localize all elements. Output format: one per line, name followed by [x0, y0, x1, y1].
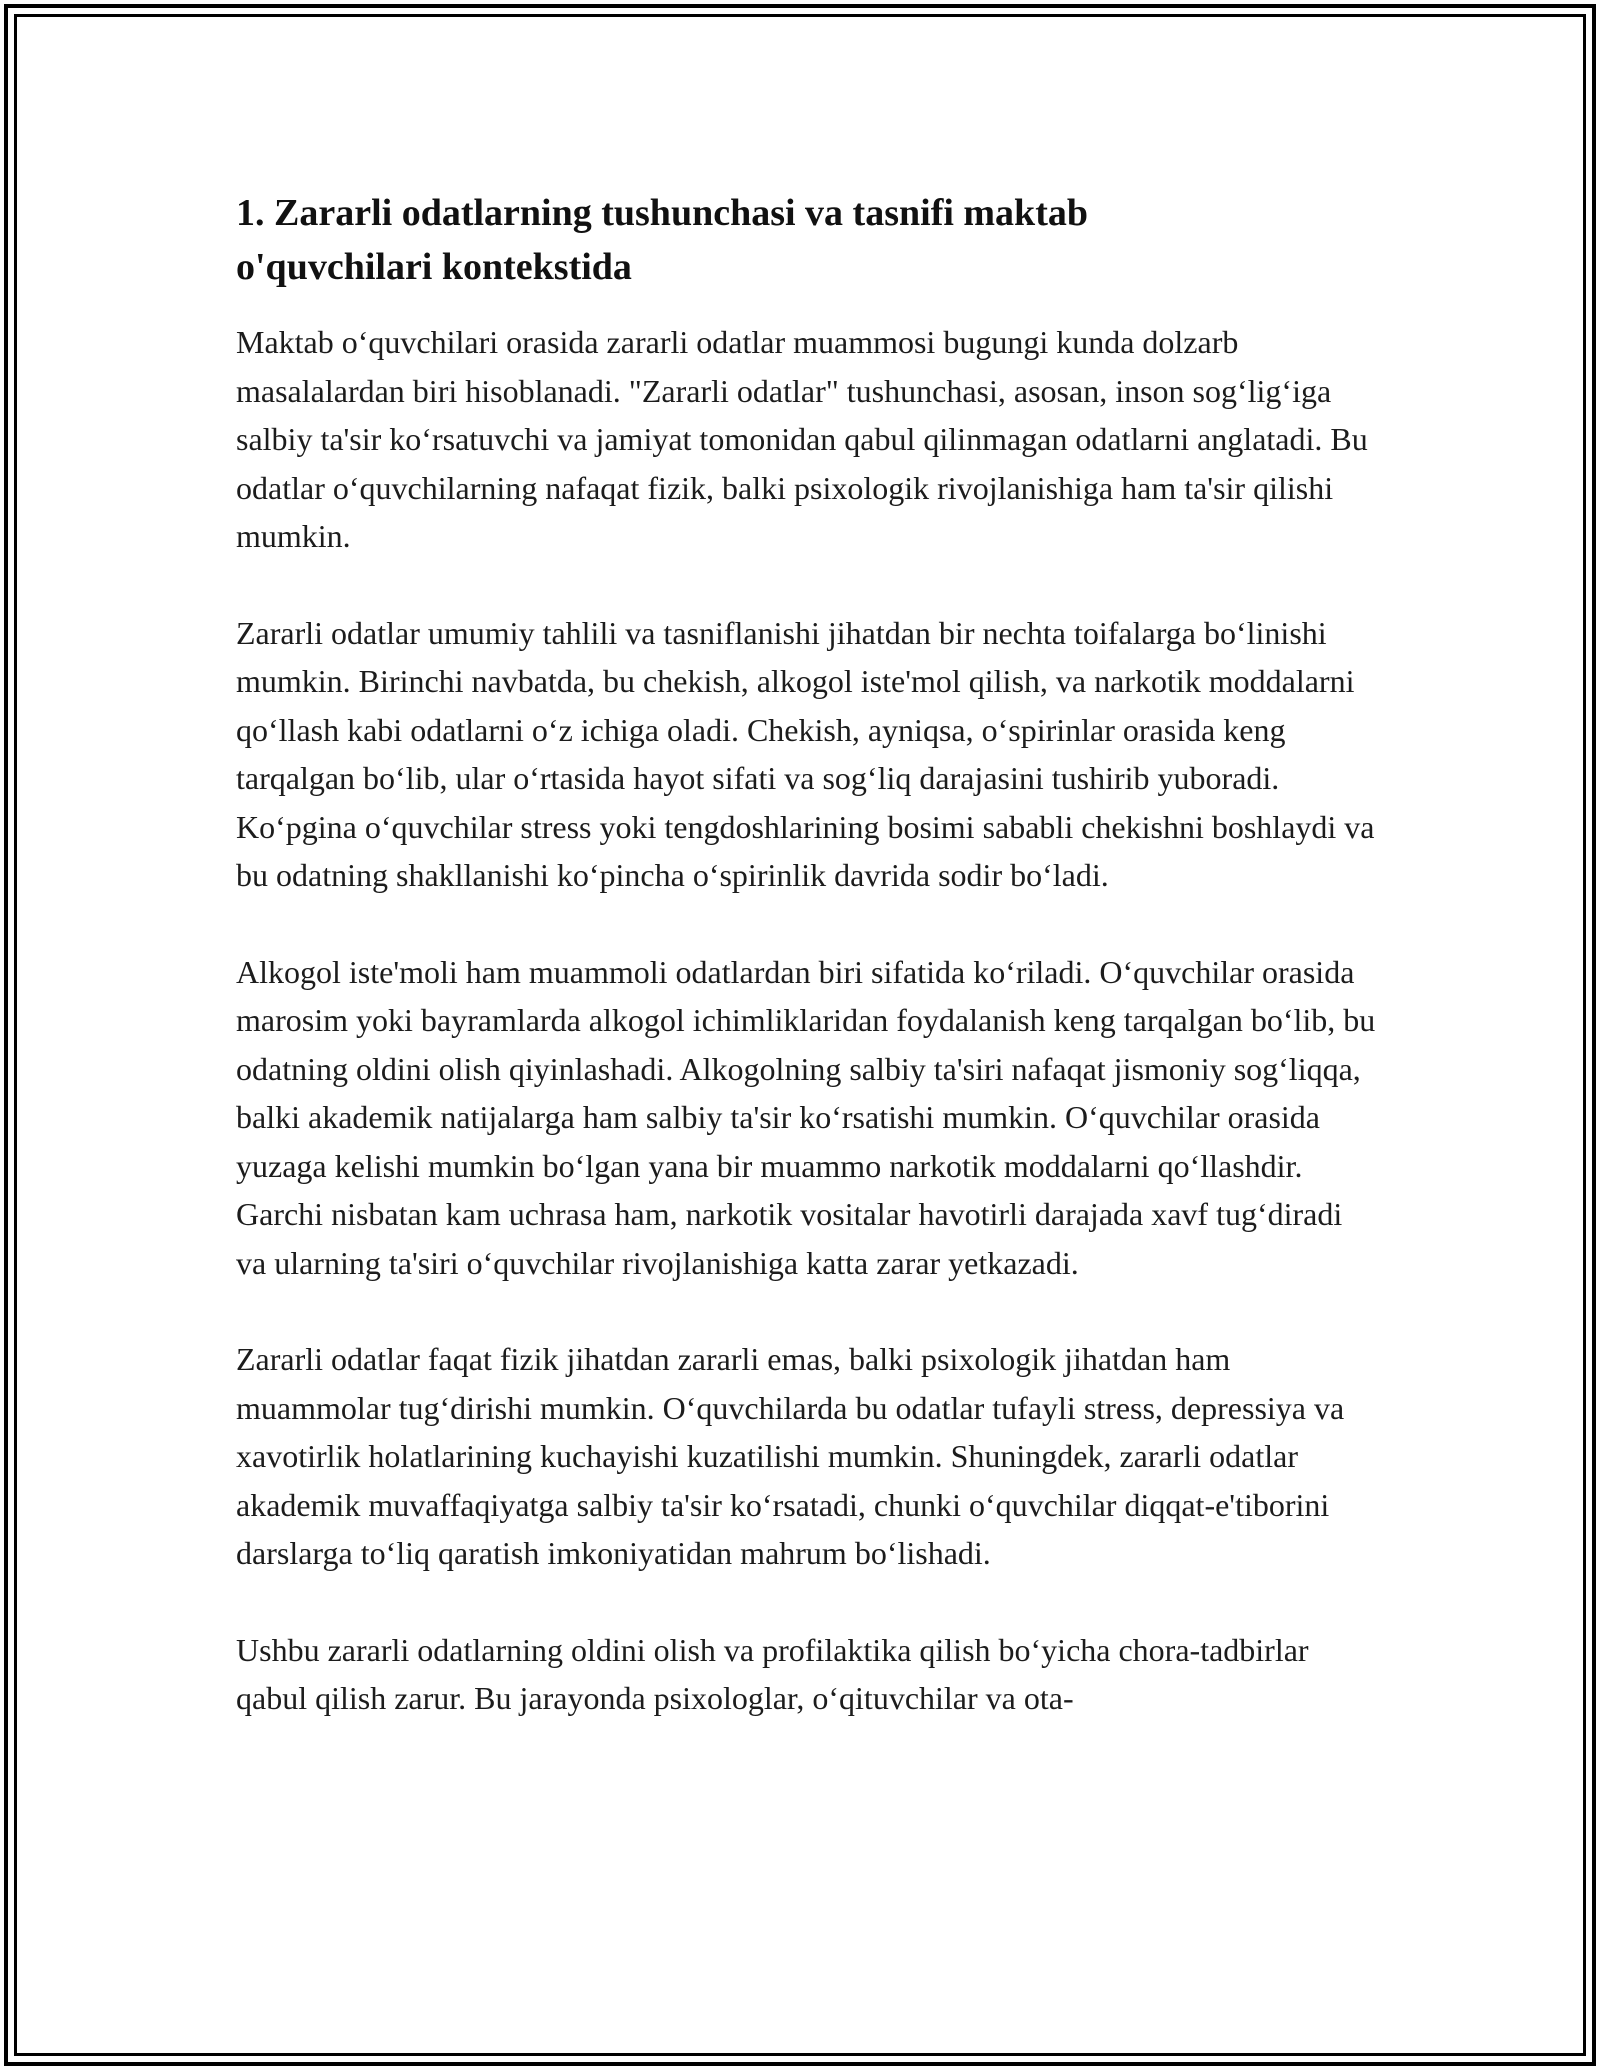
paragraph-psychological: Zararli odatlar faqat fizik jihatdan zararli emas, balki psixologik jihatdan ham muammolar tug‘dirishi mumkin. O‘quvchilarda bu odatlar tufayli stress, depressiya va xavotirlik holatlarining kuchayishi kuzatilishi mumkin. Shuningdek, zararli odatlar akademik muvaffaqiyatga salbiy ta'sir ko‘rsatadi, chunki o‘quvchilar diqqat-e'tiborini darslarga to‘liq qaratish imkoniyatidan mahrum bo‘lishadi. — [236, 1341, 1345, 1571]
paragraph-intro: Maktab o‘quvchilari orasida zararli odatlar muammosi bugungi kunda dolzarb masalalardan biri hisoblanadi. "Zararli odatlar" tushunchasi, asosan, inson sog‘lig‘iga salbiy ta'sir ko‘rsatuvchi va jamiyat tomonidan qabul qilinmagan odatlarni anglatadi. Bu odatlar o‘quvchilarning nafaqat fizik, balki psixologik rivojlanishiga ham ta'sir qilishi mumkin. — [236, 324, 1368, 554]
paragraph-classification: Zararli odatlar umumiy tahlili va tasniflanishi jihatdan bir nechta toifalarga bo‘linishi mumkin. Birinchi navbatda, bu chekish, alkogol iste'mol qilish, va narkotik moddalarni qo‘llash kabi odatlarni o‘z ichiga oladi. Chekish, ayniqsa, o‘spirinlar orasida keng tarqalgan bo‘lib, ular o‘rtasida hayot sifati va sog‘liq darajasini tushirib yuboradi. Ko‘pgina o‘quvchilar stress yoki tengdoshlarining bosimi sababli chekishni boshlaydi va bu odatning shakllanishi ko‘pincha o‘spirinlik davrida sodir bo‘ladi. — [236, 614, 1375, 893]
document-body — [236, 186, 1376, 1723]
section-heading: 1. Zararli odatlarning tushunchasi va tasnifi maktab o'quvchilari kontekstida — [236, 192, 1088, 288]
paragraph-prevention: Ushbu zararli odatlarning oldini olish va profilaktika qilish bo‘yicha chora-tadbirlar qabul qilish zarur. Bu jarayonda psixologlar, o‘qituvchilar va ota- — [236, 1631, 1309, 1716]
paragraph-alcohol: Alkogol iste'moli ham muammoli odatlardan biri sifatida ko‘riladi. O‘quvchilar orasida marosim yoki bayramlarda alkogol ichimliklaridan foydalanish keng tarqalgan bo‘lib, bu odatning oldini olish qiyinlashadi. Alkogolning salbiy ta'siri nafaqat jismoniy sog‘liqqa, balki akademik natijalarga ham salbiy ta'sir ko‘rsatishi mumkin. O‘quvchilar orasida yuzaga kelishi mumkin bo‘lgan yana bir muammo narkotik moddalarni qo‘llashdir. Garchi nisbatan kam uchrasa ham, narkotik vositalar havotirli darajada xavf tug‘diradi va ularning ta'siri o‘quvchilar rivojlanishiga katta zarar yetkazadi. — [236, 953, 1376, 1281]
